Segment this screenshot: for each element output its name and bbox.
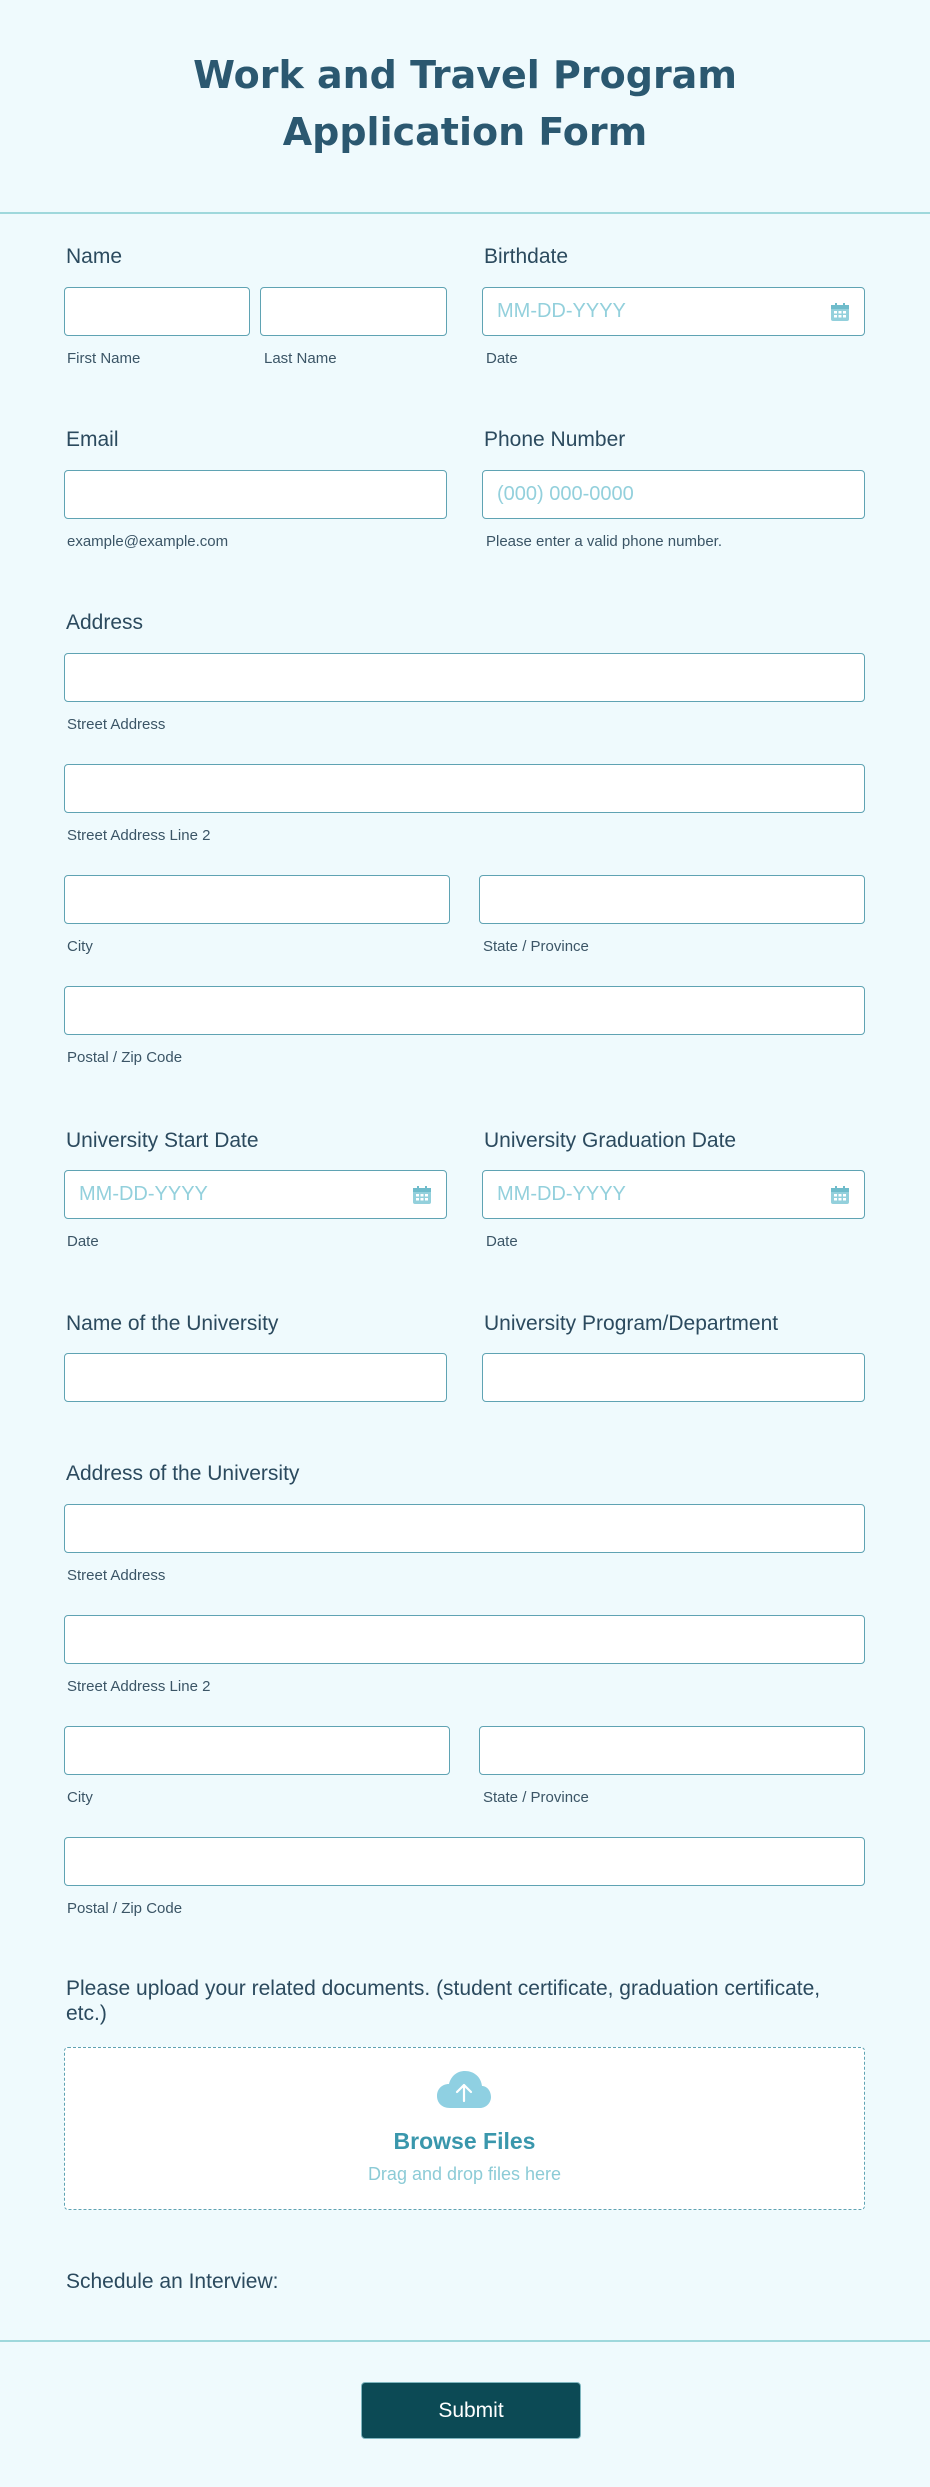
street-address-sublabel: Street Address [67,716,166,733]
phone-input[interactable] [482,470,865,519]
uni-name-label: Name of the University [66,1312,279,1335]
first-name-sublabel: First Name [67,350,141,367]
uni-program-input[interactable] [482,1353,865,1402]
browse-files-button[interactable]: Browse Files [393,2128,536,2154]
postal-code-input[interactable] [64,986,865,1035]
form-title: Work and Travel Program Application Form [193,53,737,154]
calendar-icon[interactable] [830,1185,850,1205]
birthdate-placeholder: MM-DD-YYYY [497,300,626,322]
birthdate-input[interactable] [482,287,865,336]
uni-grad-input[interactable] [482,1170,865,1219]
address-label: Address [66,611,144,634]
drag-drop-hint: Drag and drop files here [367,2164,562,2184]
cloud-upload-icon [436,2070,492,2110]
street-address-2-sublabel: Street Address Line 2 [67,827,211,844]
file-upload-dropzone[interactable] [64,2047,865,2210]
last-name-input[interactable] [260,287,447,336]
state-sublabel: State / Province [483,938,589,955]
uni-city-sublabel: City [67,1789,93,1806]
email-label: Email [66,428,119,451]
submit-button[interactable]: Submit [361,2382,581,2439]
last-name-sublabel: Last Name [264,350,337,367]
uni-street-address-input[interactable] [64,1504,865,1553]
calendar-icon[interactable] [412,1185,432,1205]
birthdate-sublabel: Date [486,350,518,367]
street-address-2-input[interactable] [64,764,865,813]
uni-postal-code-input[interactable] [64,1837,865,1886]
birthdate-label: Birthdate [484,245,569,268]
uni-start-label: University Start Date [66,1129,259,1152]
uni-state-sublabel: State / Province [483,1789,589,1806]
uni-city-input[interactable] [64,1726,450,1775]
uni-grad-sublabel: Date [486,1233,518,1250]
uni-street-address-2-sublabel: Street Address Line 2 [67,1678,211,1695]
postal-code-sublabel: Postal / Zip Code [67,1049,183,1066]
uni-start-sublabel: Date [67,1233,99,1250]
upload-label: Please upload your related documents. (student certificate, graduation certificate, etc.) [66,1977,821,2025]
city-input[interactable] [64,875,450,924]
street-address-input[interactable] [64,653,865,702]
uni-postal-code-sublabel: Postal / Zip Code [67,1900,183,1917]
uni-street-address-sublabel: Street Address [67,1567,166,1584]
phone-placeholder: (000) 000-0000 [497,483,634,505]
name-label: Name [66,245,123,268]
phone-sublabel: Please enter a valid phone number. [486,533,722,550]
email-input[interactable] [64,470,447,519]
uni-street-address-2-input[interactable] [64,1615,865,1664]
state-input[interactable] [479,875,865,924]
uni-state-input[interactable] [479,1726,865,1775]
schedule-interview-label: Schedule an Interview: [66,2270,279,2293]
form-header [0,0,930,214]
phone-label: Phone Number [484,428,626,451]
uni-address-label: Address of the University [66,1462,300,1485]
email-sublabel: example@example.com [67,533,229,550]
uni-start-placeholder: MM-DD-YYYY [79,1183,208,1205]
first-name-input[interactable] [64,287,250,336]
calendar-icon[interactable] [830,302,850,322]
form-footer [0,2340,930,2487]
uni-program-label: University Program/Department [484,1312,779,1335]
uni-start-input[interactable] [64,1170,447,1219]
uni-name-input[interactable] [64,1353,447,1402]
uni-grad-placeholder: MM-DD-YYYY [497,1183,626,1205]
city-sublabel: City [67,938,93,955]
uni-grad-label: University Graduation Date [484,1129,737,1152]
